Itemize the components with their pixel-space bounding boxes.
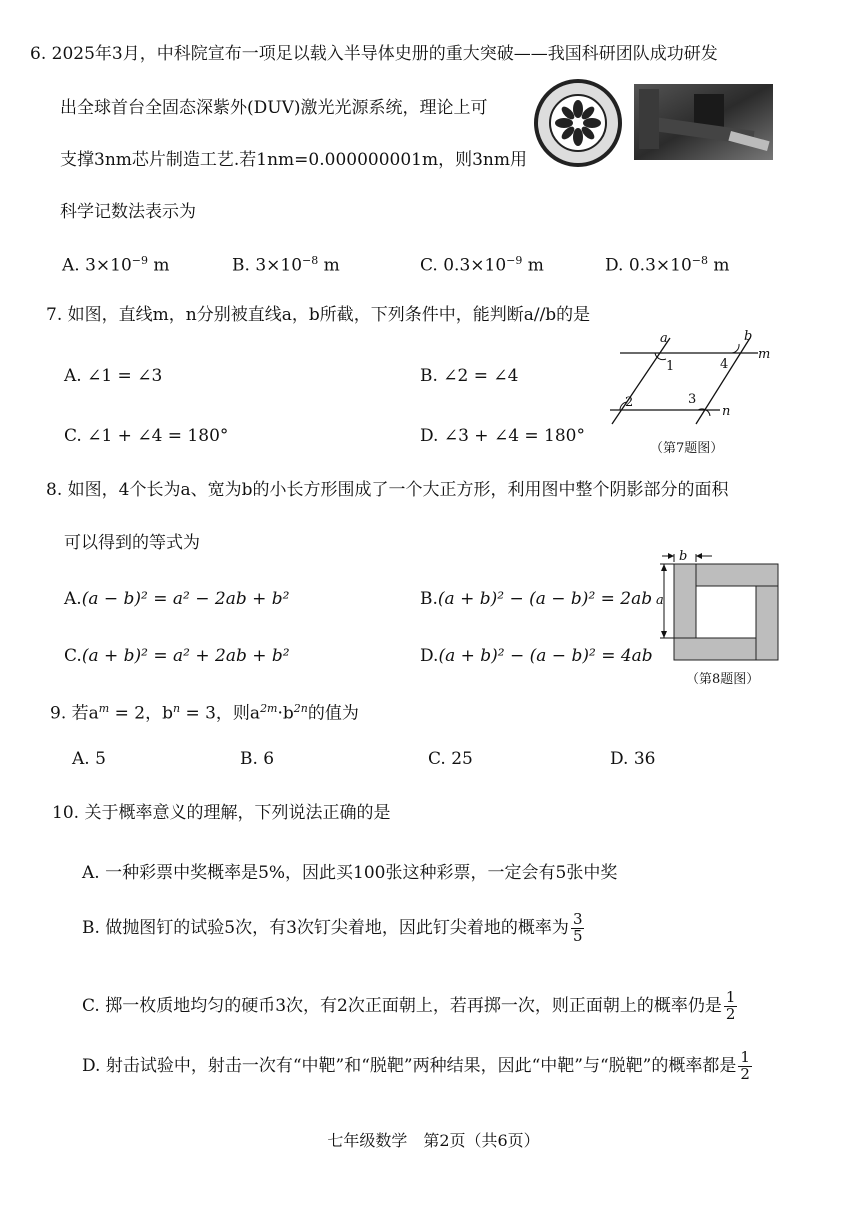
line-a [612, 338, 670, 424]
q10-option-c[interactable]: C. 掷一枚质地均匀的硬币3次，有2次正面朝上，若再掷一次，则正面朝上的概率仍是 $\frac{1}{2}$ [82, 988, 736, 1023]
fraction-1-2: $\frac{1}{2}$ [725, 988, 736, 1023]
fraction-1-2: $\frac{1}{2}$ [740, 1048, 750, 1083]
q9-option-c[interactable]: C. 25 [428, 749, 473, 769]
q9-option-a[interactable]: A. 5 [72, 749, 106, 769]
q8-option-c[interactable]: C.(a + b)² = a² + 2ab + b² [64, 646, 290, 666]
q6-stem-line3: 支撑3nm芯片制造工艺.若1nm=0.000000001m，则3nm用 [60, 150, 527, 170]
fraction-3-5: $\frac{3}{5}$ [572, 910, 583, 945]
page-footer: 七年级数学 第2页（共6页） [327, 1131, 540, 1150]
q10-stem: 10. 关于概率意义的理解，下列说法正确的是 [52, 803, 391, 823]
q8-option-b[interactable]: B.(a + b)² − (a − b)² = 2ab [420, 589, 653, 609]
label-a: a [656, 593, 664, 608]
q7-figure [600, 328, 790, 428]
q7-option-d[interactable]: D. ∠3 + ∠4 = 180° [420, 426, 586, 446]
q9-option-b[interactable]: B. 6 [240, 749, 275, 769]
label-angle-2: 2 [625, 395, 634, 410]
cas-logo-image [533, 78, 623, 168]
label-angle-1: 1 [666, 359, 675, 374]
q9-stem: 9. 若$a^m = 2$，$b^n = 3$，则$a^{2m}\cdot b^{2n}$的值为 [50, 702, 359, 724]
label-angle-3: 3 [688, 392, 697, 407]
q9-option-d[interactable]: D. 36 [610, 749, 656, 769]
q7-option-a[interactable]: A. ∠1 = ∠3 [64, 366, 163, 386]
q10-option-b[interactable]: B. 做抛图钉的试验5次，有3次钉尖着地，因此钉尖着地的概率为 $\frac{3}{5}$ [82, 910, 583, 945]
laser-device-photo [634, 84, 773, 160]
q8-stem-line2: 可以得到的等式为 [64, 533, 200, 553]
q6-stem-line2: 出全球首台全固态深紫外(DUV)激光光源系统，理论上可 [60, 98, 488, 118]
q8-stem-line1: 8. 如图，4个长为a、宽为b的小长方形围成了一个大正方形，利用图中整个阴影部分的面积 [46, 480, 729, 500]
q7-stem: 7. 如图，直线m，n分别被直线a，b所截，下列条件中，能判断a//b的是 [46, 305, 591, 325]
q6-option-d[interactable]: D. $0.3\times 10^{-8}$ m [605, 254, 730, 276]
label-angle-4: 4 [720, 357, 729, 372]
q6-stem-line1: 6. 2025年3月，中科院宣布一项足以载入半导体史册的重大突破——我国科研团队成功研发 [30, 44, 718, 64]
label-b: b [679, 549, 688, 564]
q6-option-a[interactable]: A. $3\times 10^{-9}$ m [62, 254, 170, 276]
q7-option-b[interactable]: B. ∠2 = ∠4 [420, 366, 519, 386]
q6-option-c[interactable]: C. $0.3\times 10^{-9}$ m [420, 254, 544, 276]
q10-option-a[interactable]: A. 一种彩票中奖概率是5%，因此买100张这种彩票，一定会有5张中奖 [82, 863, 618, 883]
q8-option-a[interactable]: A.(a − b)² = a² − 2ab + b² [64, 589, 290, 609]
q8-caption: （第8题图） [686, 672, 760, 687]
q8-option-d[interactable]: D.(a + b)² − (a − b)² = 4ab [420, 646, 653, 666]
q7-caption: （第7题图） [650, 441, 724, 456]
q7-option-c[interactable]: C. ∠1 + ∠4 = 180° [64, 426, 229, 446]
q6-stem-line4: 科学记数法表示为 [60, 202, 196, 222]
q10-option-d[interactable]: D. 射击试验中，射击一次有“中靶”和“脱靶”两种结果，因此“中靶”与“脱靶”的概率都是 $\frac{1}{2}$ [82, 1048, 750, 1083]
label-n: n [722, 404, 731, 419]
q6-option-b[interactable]: B. $3\times 10^{-8}$ m [232, 254, 340, 276]
label-b: b [744, 329, 753, 344]
label-m: m [758, 347, 771, 362]
label-a: a [660, 331, 668, 346]
q8-figure [650, 546, 790, 666]
